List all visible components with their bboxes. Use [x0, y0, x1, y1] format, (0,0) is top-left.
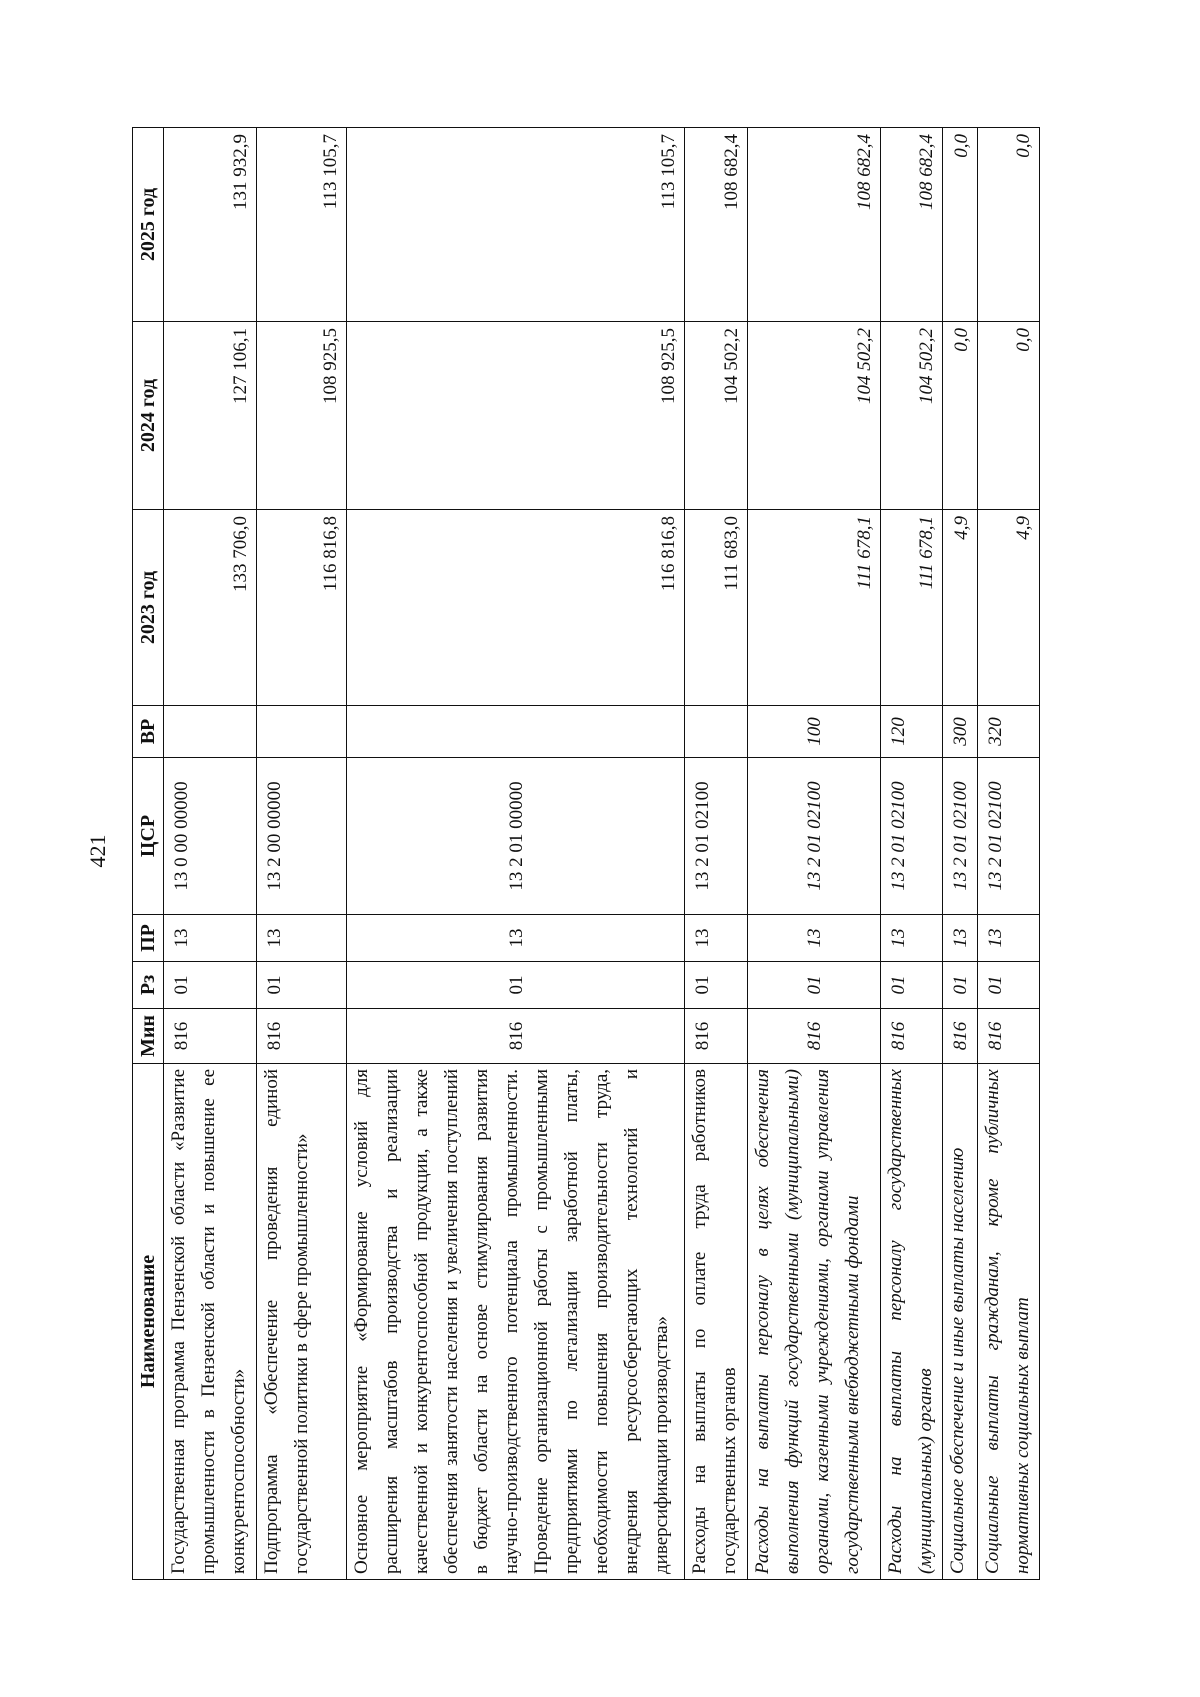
row-pr: 13 [977, 915, 1039, 962]
row-name: Подпрограмма «Обеспечение проведения единой государственной политики в сфере промышленности» [257, 1064, 347, 1580]
row-rz: 01 [346, 962, 684, 1009]
table-row [257, 128, 347, 1580]
row-vr [346, 706, 684, 758]
row-csr: 13 2 00 00000 [257, 758, 347, 915]
row-name: Основное мероприятие «Формирование условий для расширения масштабов производства и реализации качественной и конкурентоспособной продукции, а также обеспечения занятости населения и увеличения поступлений в бюджет области на основе стимулирования развития научно-производственного потенциала промышленности. Проведение организационной работы с промышленными предприятиями по легализации заработной платы, необходимости повышения производительности труда, внедрения ресурсосберегающих технологий и диверсификации производства» [346, 1064, 684, 1580]
row-csr: 13 0 00 00000 [164, 758, 257, 915]
row-vr: 120 [880, 706, 942, 758]
row-2023: 111 683,0 [685, 510, 747, 706]
row-csr: 13 2 01 02100 [747, 758, 880, 915]
row-vr [164, 706, 257, 758]
row-2025: 0,0 [942, 128, 977, 322]
row-vr: 320 [977, 706, 1039, 758]
table-body [164, 128, 1040, 1580]
row-rz: 01 [164, 962, 257, 1009]
row-2024: 0,0 [942, 322, 977, 510]
row-min: 816 [942, 1009, 977, 1064]
budget-table-container [132, 128, 1040, 1580]
row-min: 816 [880, 1009, 942, 1064]
row-vr: 300 [942, 706, 977, 758]
row-rz: 01 [685, 962, 747, 1009]
row-2024: 104 502,2 [747, 322, 880, 510]
row-min: 816 [346, 1009, 684, 1064]
row-rz: 01 [747, 962, 880, 1009]
table-row [977, 128, 1039, 1580]
row-pr: 13 [685, 915, 747, 962]
header-2023: 2023 год [133, 510, 164, 706]
row-2024: 104 502,2 [880, 322, 942, 510]
row-2025: 131 932,9 [164, 128, 257, 322]
row-pr: 13 [747, 915, 880, 962]
row-pr: 13 [346, 915, 684, 962]
row-rz: 01 [880, 962, 942, 1009]
row-2024: 104 502,2 [685, 322, 747, 510]
row-pr: 13 [257, 915, 347, 962]
header-2025: 2025 год [133, 128, 164, 322]
row-2023: 116 816,8 [257, 510, 347, 706]
budget-table [132, 127, 1040, 1580]
header-row [133, 128, 164, 1580]
header-2024: 2024 год [133, 322, 164, 510]
table-row [685, 128, 747, 1580]
row-rz: 01 [257, 962, 347, 1009]
row-rz: 01 [942, 962, 977, 1009]
row-csr: 13 2 01 02100 [685, 758, 747, 915]
row-rz: 01 [977, 962, 1039, 1009]
header-vr: ВР [133, 706, 164, 758]
row-min: 816 [747, 1009, 880, 1064]
row-2023: 133 706,0 [164, 510, 257, 706]
row-csr: 13 2 01 02100 [880, 758, 942, 915]
table-row [747, 128, 880, 1580]
row-2023: 4,9 [942, 510, 977, 706]
row-2023: 116 816,8 [346, 510, 684, 706]
row-name: Социальные выплаты гражданам, кроме публичных нормативных социальных выплат [977, 1064, 1039, 1580]
row-2025: 108 682,4 [685, 128, 747, 322]
row-name: Государственная программа Пензенской области «Развитие промышленности в Пензенской области и повышение ее конкурентоспособности» [164, 1064, 257, 1580]
row-vr [257, 706, 347, 758]
row-pr: 13 [942, 915, 977, 962]
header-csr: ЦСР [133, 758, 164, 915]
row-2024: 0,0 [977, 322, 1039, 510]
row-vr [685, 706, 747, 758]
row-min: 816 [977, 1009, 1039, 1064]
table-row [880, 128, 942, 1580]
table-row [346, 128, 684, 1580]
row-min: 816 [685, 1009, 747, 1064]
table-header [133, 128, 164, 1580]
row-2025: 108 682,4 [880, 128, 942, 322]
row-2023: 4,9 [977, 510, 1039, 706]
header-rz: Рз [133, 962, 164, 1009]
row-2024: 108 925,5 [257, 322, 347, 510]
row-name: Расходы на выплаты персоналу в целях обеспечения выполнения функций государственными (муниципальными) органами, казенными учреждениями, органами управления государственными внебюджетными фондами [747, 1064, 880, 1580]
row-csr: 13 2 01 00000 [346, 758, 684, 915]
header-min: Мин [133, 1009, 164, 1064]
header-pr: ПР [133, 915, 164, 962]
row-2025: 108 682,4 [747, 128, 880, 322]
table-row [164, 128, 257, 1580]
header-name: Наименование [133, 1064, 164, 1580]
row-min: 816 [164, 1009, 257, 1064]
table-row [942, 128, 977, 1580]
row-2025: 113 105,7 [346, 128, 684, 322]
row-csr: 13 2 01 02100 [942, 758, 977, 915]
row-pr: 13 [880, 915, 942, 962]
row-2023: 111 678,1 [747, 510, 880, 706]
row-name: Социальное обеспечение и иные выплаты населению [942, 1064, 977, 1580]
row-2024: 127 106,1 [164, 322, 257, 510]
page-number: 421 [85, 834, 110, 868]
row-2025: 0,0 [977, 128, 1039, 322]
row-min: 816 [257, 1009, 347, 1064]
row-vr: 100 [747, 706, 880, 758]
row-2024: 108 925,5 [346, 322, 684, 510]
row-pr: 13 [164, 915, 257, 962]
row-csr: 13 2 01 02100 [977, 758, 1039, 915]
row-name: Расходы на выплаты персоналу государственных (муниципальных) органов [880, 1064, 942, 1580]
row-2025: 113 105,7 [257, 128, 347, 322]
row-2023: 111 678,1 [880, 510, 942, 706]
row-name: Расходы на выплаты по оплате труда работников государственных органов [685, 1064, 747, 1580]
